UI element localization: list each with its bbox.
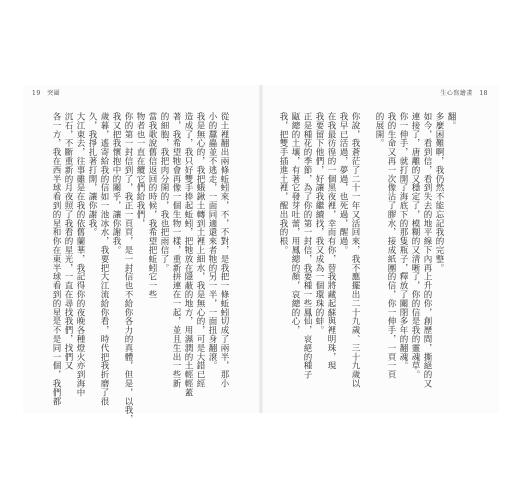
text-line: 正是種花的季節，為了你的第一封信，我要種一些鳳仙，哀絕的種子 [302,112,312,379]
text-line: 沉石，不斷重新的月夜照了我看的星光，一直在尋找我們，找們又 [63,112,73,371]
right-page-number: 18 [479,90,488,97]
left-page-header [30,88,62,97]
text-line: 多麼困難啊，我仍然不能忘記我的完整。 [434,112,444,273]
text-line: 甌總的土壤，有著它發芽吐蕾，用鳳總的顏，哀總的心， [290,112,300,335]
right-page-text [277,112,457,408]
left-page-number: 19 [32,90,41,97]
text-line: 在我最彷徨的一個黑夜裡，幸而有你，替我將藏起蘇與裡明珠，現 [326,112,336,371]
text-line: 我又把我懷抱中的關乎，讓你謝我。 [111,112,121,255]
text-line: 歲暮，遙寄給我的信如一池冰水，我要把大江流給你看，時代把我折磨了很 [99,112,109,406]
right-running-title: 生心寫繪畫 [440,90,473,97]
text-line: 當我歌說舊信返回的時候，我希望把蚯蚓它一些 [147,112,157,299]
right-page-header [438,88,490,97]
text-line: 的細胞，我把肉分開的，我也把雨信了。 [159,112,169,273]
left-page-text [50,112,230,424]
text-line: 我早已活過，夢過，也死過，醒過。 [338,112,348,255]
text-line: 久，我掙扎著打開，讓你謝我。 [87,112,97,237]
text-line: 你說，我蒼茫了二十一年又活回來，我不應擺出二十九歲、三十九歲以 [350,112,360,388]
text-line: 我要留下他們，好讓我繼續找，我又成為一個環珠的蚌。 [314,112,324,335]
text-line: 大江東去，往事雖是在我的依舊蘭華，我記得你的夜晚各種燈火亦到海中 [75,112,85,397]
text-line: 著，我希望牠會再像一個生物一樣，重新拼連在一起，並且生出一些新 [171,112,181,388]
text-line: 你一伸手，就打開了海底下的那隻瓶子，釋放了關閉多年的翻魂。 [398,112,408,371]
text-line: 我是無心的，我把蛾鍬土轉到土裡上細水，我是無心的，可是大錯已經 [195,112,205,388]
text-line: 物者也一直在纜它們給我們， [135,112,145,228]
text-line: 我，把雙手插進土裡，醒出我的根。 [278,112,288,255]
text-line: 造成了，我只好雙手捧起蚯蚓，把牠放在隱蔽的地方，用濕潤的土輕輕蓋 [183,112,193,397]
book-gutter [259,85,263,413]
text-line: 如今，看到信，看到失去的地平線下內再上升的你，創歷間，撕絕的又 [422,112,432,388]
text-line: 小的蠶蟲並不逃走，一面同適還來者牠的另一半，一面扭身翻滾。 [207,112,217,371]
text-line: 我的生命又再一次像沾了膠水，接成紙團的信，你一伸手，一頁一頁 [386,112,396,379]
text-line: 你的第一封信到了，我正一頁頁，是一封信也不給你各力的真體，但是，以我， [123,112,133,424]
text-line: 連接了，唐離的又穩定了，模糊的又清晰了，你的信是我的靈魂草。 [410,112,420,379]
left-running-title: 突圍 [47,90,61,97]
text-line: 從土裡翻出兩條蚯蚓來，不，不對，是我把一條蚯蚓切成了兩半，那小 [219,112,229,388]
text-line: 各一方，我在西半球看到的星和你在東半球看到的星是不是同一個，我們都 [51,112,61,406]
text-line: 翻。 [446,112,456,130]
text-line: 的展開。 [374,112,384,148]
